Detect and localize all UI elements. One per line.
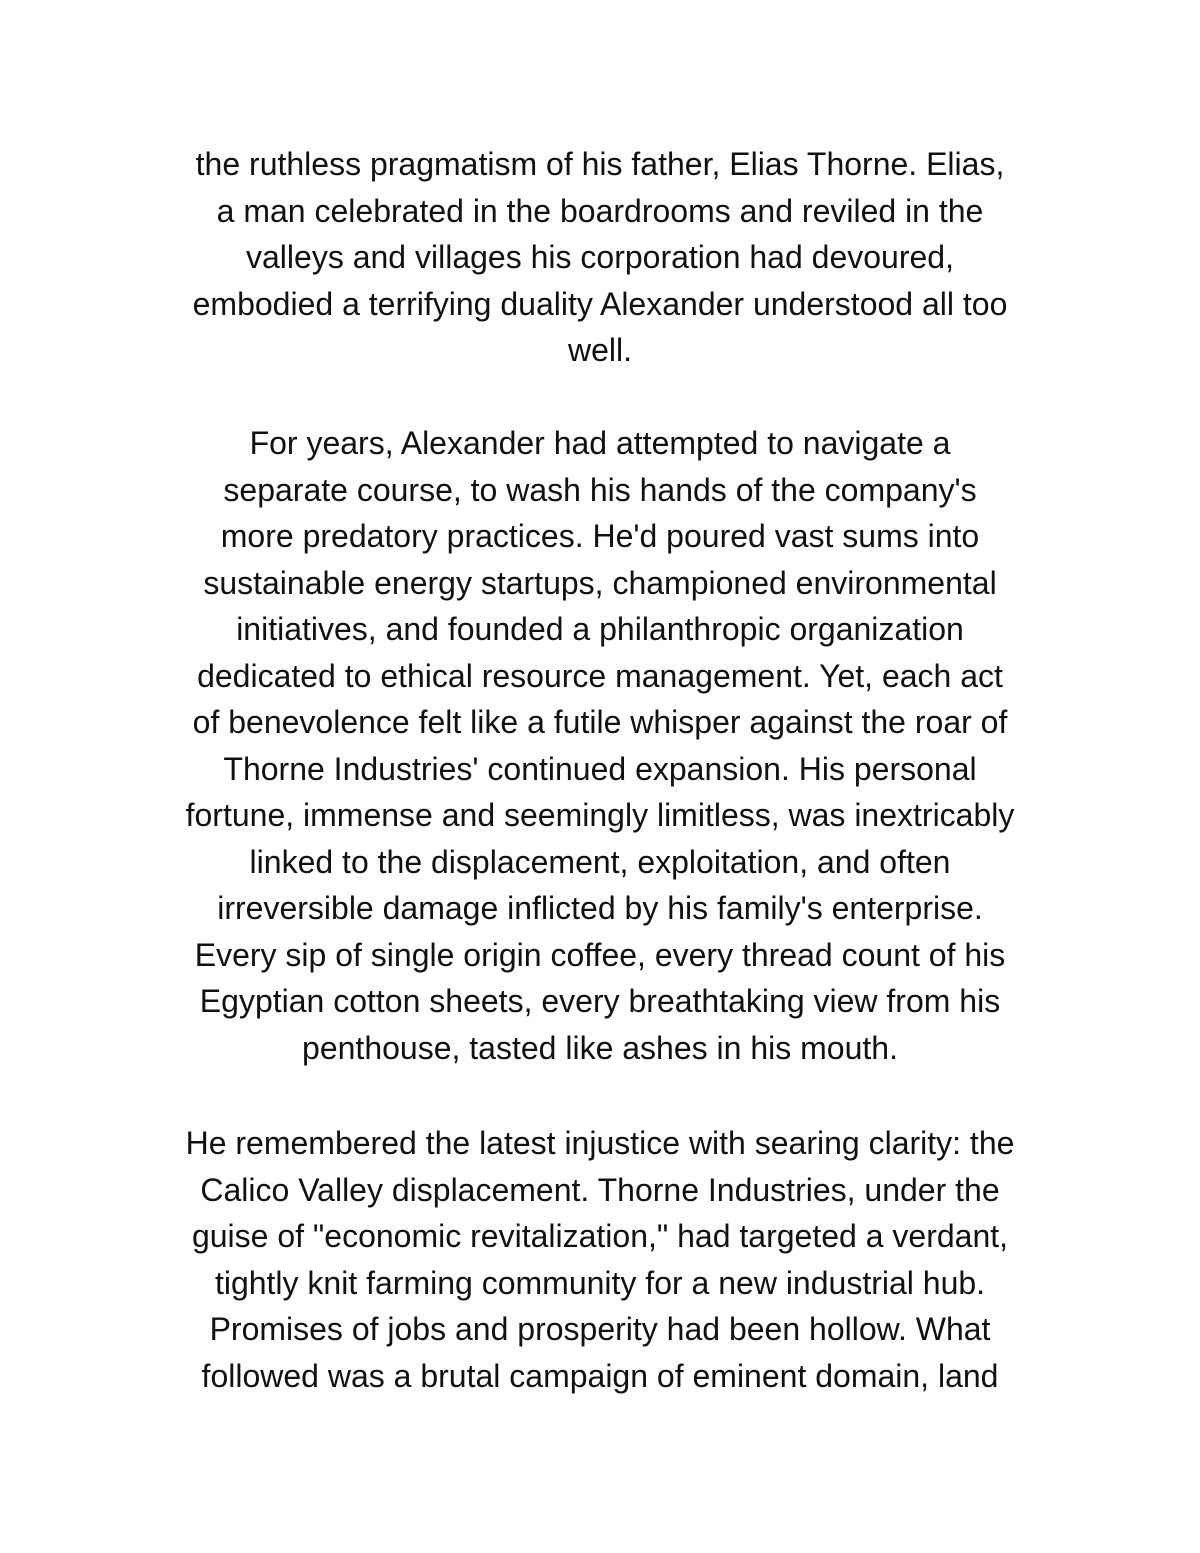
text-line: Promises of jobs and prosperity had been hollow. What	[209, 1311, 991, 1347]
paragraph-2	[100, 420, 1100, 1071]
text-line: linked to the displacement, exploitation, and often	[249, 843, 951, 880]
text-line: the ruthless pragmatism of his father, Elias Thorne. Elias,	[195, 146, 1005, 182]
text-line: For years, Alexander had attempted to navigate a	[249, 425, 951, 461]
paragraph-3	[100, 1120, 1100, 1399]
text-line: Egyptian cotton sheets, every breathtaking view from his	[199, 983, 1001, 1019]
text-line: more predatory practices. He'd poured vast sums into	[220, 518, 980, 554]
text-line: valleys and villages his corporation had devoured,	[246, 239, 954, 275]
text-line: of benevolence felt like a futile whisper against the roar of	[192, 704, 1008, 740]
text-line: Thorne Industries' continued expansion. His personal	[223, 750, 977, 787]
text-line: Every sip of single origin coffee, every thread count of his	[194, 936, 1006, 973]
text-line: tightly knit farming community for a new industrial hub.	[214, 1264, 986, 1301]
text-line: penthouse, tasted like ashes in his mouth.	[302, 1029, 898, 1066]
text-line: dedicated to ethical resource management. Yet, each act	[197, 657, 1003, 694]
paragraph-1	[100, 141, 1100, 374]
text-line: He remembered the latest injustice with searing clarity: the	[185, 1125, 1015, 1161]
text-line: well.	[567, 332, 632, 368]
text-line: followed was a brutal campaign of eminent domain, land	[201, 1357, 999, 1394]
text-line: a man celebrated in the boardrooms and reviled in the	[216, 192, 984, 229]
text-line: Calico Valley displacement. Thorne Industries, under the	[200, 1171, 1000, 1208]
text-line: embodied a terrifying duality Alexander understood all too	[192, 285, 1008, 322]
text-line: initiatives, and founded a philanthropic organization	[236, 611, 964, 647]
text-line: irreversible damage inflicted by his family's enterprise.	[217, 890, 983, 926]
text-line: guise of "economic revitalization," had targeted a verdant,	[191, 1218, 1009, 1254]
text-line: fortune, immense and seemingly limitless, was inextricably	[185, 797, 1015, 833]
text-line: sustainable energy startups, championed environmental	[203, 564, 997, 601]
text-line: separate course, to wash his hands of the company's	[223, 471, 977, 508]
